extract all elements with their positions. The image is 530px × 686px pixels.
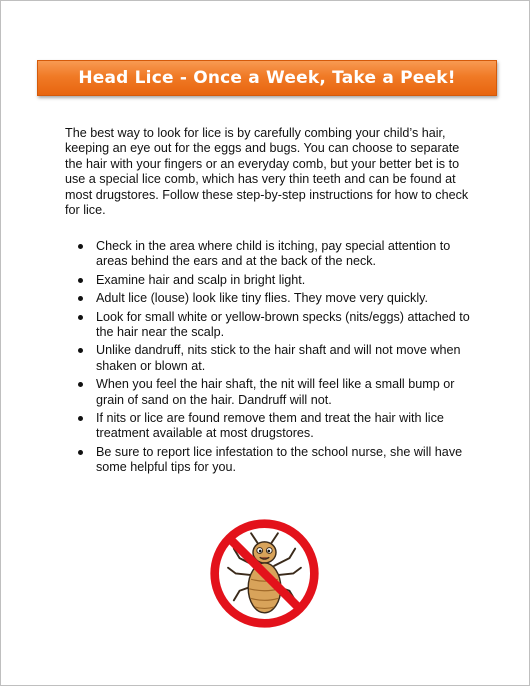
list-item-text: Examine hair and scalp in bright light. <box>96 272 306 287</box>
list-item-text: When you feel the hair shaft, the nit will feel like a small bump or grain of sand on the hair. Dandruff will not. <box>96 377 455 407</box>
list-item-text: Unlike dandruff, nits stick to the hair shaft and will not move when shaken or blown at. <box>96 343 461 373</box>
bullet-icon <box>78 278 83 283</box>
list-item-text: Be sure to report lice infestation to the school nurse, she will have some helpful tips for you. <box>96 444 463 475</box>
list-item <box>65 343 475 374</box>
bullet-icon <box>78 382 83 387</box>
title-banner <box>37 60 497 96</box>
bullet-icon <box>78 296 83 301</box>
bullet-icon <box>78 416 83 421</box>
list-item <box>65 239 475 270</box>
instructions-list <box>65 239 475 479</box>
list-item-text: If nits or lice are found remove them and treat the hair with lice treatment available at most drugstores. <box>96 411 444 441</box>
bullet-icon <box>78 348 83 353</box>
list-item <box>65 445 475 476</box>
list-item <box>65 411 475 442</box>
list-item <box>65 310 475 341</box>
no-lice-icon <box>207 516 322 631</box>
list-item-text: Check in the area where child is itching, pay special attention to areas behind the ears and at the back of the neck. <box>96 239 451 269</box>
list-item-text: Adult lice (louse) look like tiny flies. They move very quickly. <box>96 291 428 306</box>
bullet-icon <box>78 315 83 320</box>
bullet-icon <box>78 244 83 249</box>
list-item <box>65 377 475 408</box>
intro-paragraph: The best way to look for lice is by carefully combing your child’s hair, keeping an eye out for the eggs and bugs. You can choose to separate the hair with your fingers or an everyday comb, but your better bet is to use a special lice comb, which has very thin teeth and can be found at most drugstores. Follow these step-by-step instructions for how to check for lice. <box>65 126 469 218</box>
list-item <box>65 273 475 288</box>
list-item-text: Look for small white or yellow-brown specks (nits/eggs) attached to the hair near the scalp. <box>96 309 470 340</box>
page-title: Head Lice - Once a Week, Take a Peek! <box>78 68 456 88</box>
list-item <box>65 291 475 306</box>
bullet-icon <box>78 450 83 455</box>
